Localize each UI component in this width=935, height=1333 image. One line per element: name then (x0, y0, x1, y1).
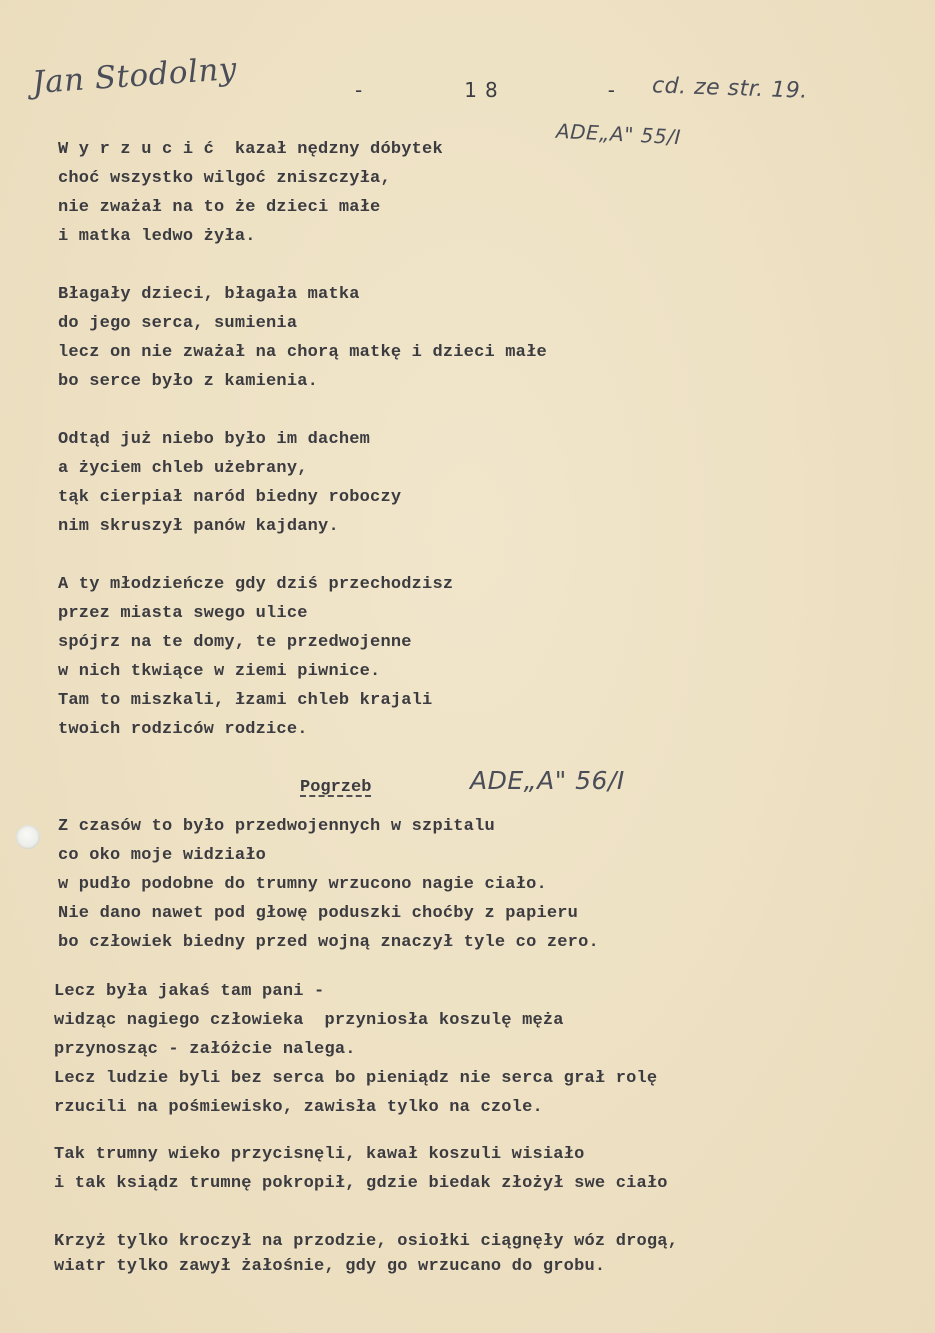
archive-reference-2: ADE„A" 56/I (470, 766, 625, 795)
poem-line: A ty młodzieńcze gdy dziś przechodzisz (58, 575, 454, 594)
poem-line: spójrz na te domy, te przedwojenne (58, 633, 412, 652)
poem-line: przynosząc - załóżcie nalega. (54, 1040, 356, 1059)
poem-line: i matka ledwo żyła. (58, 227, 256, 246)
poem-line: widząc nagiego człowieka przyniosła koszulę męża (54, 1011, 564, 1030)
poem-line: Lecz ludzie byli bez serca bo pieniądz nie serca grał rolę (54, 1069, 658, 1088)
author-signature: Jan Stodolny (30, 50, 239, 102)
poem-line: twoich rodziców rodzice. (58, 720, 308, 739)
poem-line: tąk cierpiał naród biedny roboczy (58, 488, 402, 507)
poem-line: choć wszystko wilgoć zniszczyła, (58, 169, 391, 188)
poem-line: Z czasów to było przedwojennych w szpitalu (58, 817, 495, 836)
poem-line: przez miasta swego ulice (58, 604, 308, 623)
poem-line: Tam to miszkali, łzami chleb krajali (58, 691, 433, 710)
poem-line: bo człowiek biedny przed wojną znaczył tyle co zero. (58, 933, 599, 952)
poem-line: Krzyż tylko kroczył na przodzie, osiołki ciągnęły wóz drogą, (54, 1232, 679, 1251)
poem-line: lecz on nie zważał na chorą matkę i dzieci małe (58, 343, 547, 362)
dash-left: - (355, 78, 363, 102)
poem-line: nim skruszył panów kajdany. (58, 517, 339, 536)
poem-line: Tak trumny wieko przycisnęli, kawał koszuli wisiało (54, 1145, 585, 1164)
poem-line: a życiem chleb użebrany, (58, 459, 308, 478)
poem-line: bo serce było z kamienia. (58, 372, 319, 391)
poem-line: i tak ksiądz trumnę pokropił, gdzie biedak złożył swe ciało (54, 1174, 668, 1193)
poem-line: W y r z u c i ć kazał nędzny dóbytek (58, 140, 443, 159)
poem-title: Pogrzeb (300, 778, 372, 797)
dash-right: - (607, 78, 615, 102)
poem-line: Błagały dzieci, błagała matka (58, 285, 360, 304)
poem-line: Nie dano nawet pod głowę poduszki choćby z papieru (58, 904, 579, 923)
punch-hole (16, 825, 40, 849)
poem-line: nie zważał na to że dzieci małe (58, 198, 381, 217)
page-number-header (355, 78, 615, 102)
poem-line: co oko moje widziało (58, 846, 267, 865)
poem-line: w pudło podobne do trumny wrzucono nagie ciało. (58, 875, 547, 894)
archive-reference-1: ADE„A" 55/I (555, 118, 682, 150)
continuation-note: cd. ze str. 19. (651, 73, 809, 104)
page-number: 18 (464, 78, 506, 102)
poem-line: Odtąd już niebo było im dachem (58, 430, 371, 449)
poem-line: Lecz była jakaś tam pani - (54, 982, 325, 1001)
poem-line: wiatr tylko zawył żałośnie, gdy go wrzucano do grobu. (54, 1257, 606, 1276)
poem-line: w nich tkwiące w ziemi piwnice. (58, 662, 381, 681)
poem-line: do jego serca, sumienia (58, 314, 298, 333)
poem-line: rzucili na pośmiewisko, zawisła tylko na czole. (54, 1098, 543, 1117)
